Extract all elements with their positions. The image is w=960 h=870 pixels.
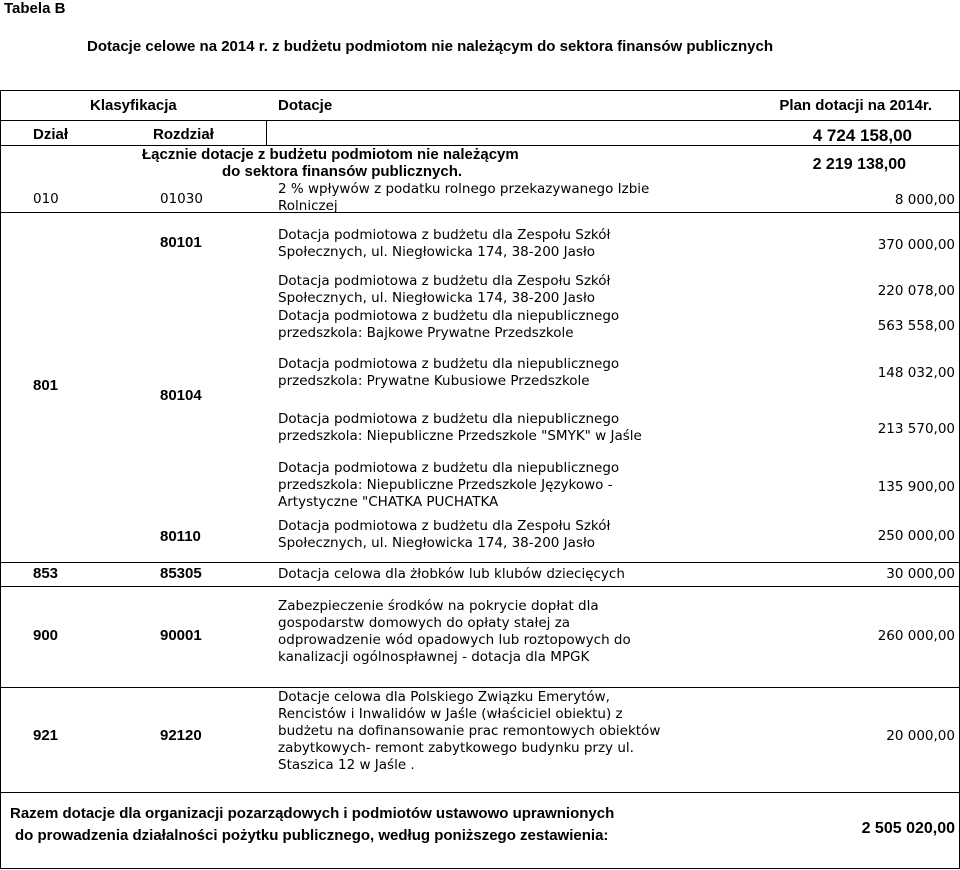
row-description: Dotacja celowa dla żłobków lub klubów dziecięcych — [278, 566, 625, 582]
header-plan: Plan dotacji na 2014r. — [779, 97, 932, 114]
row-rozdzial: 80110 — [160, 528, 201, 545]
row-description: Dotacja podmiotowa z budżetu dla niepublicznego przedszkola: Bajkowe Prywatne Przedszkole — [278, 308, 620, 341]
row-description: Dotacja podmiotowa z budżetu dla Zespołu Szkół Społecznych, ul. Niegłowicka 174, 38-200 Jasło — [278, 227, 611, 260]
footer-amount: 2 505 020,00 — [861, 820, 955, 837]
header-dotacje: Dotacje — [278, 97, 333, 114]
row-amount: 250 000,00 — [877, 528, 955, 544]
row-amount: 148 032,00 — [877, 365, 955, 381]
footer-line-2: do prowadzenia działalności pożytku publicznego, według poniższego zestawienia: — [15, 827, 609, 844]
row-rozdzial: 80101 — [160, 234, 202, 251]
row-description: Dotacja podmiotowa z budżetu dla niepublicznego przedszkola: Prywatne Kubusiowe Przedszkole — [278, 356, 620, 389]
row-amount: 213 570,00 — [877, 421, 955, 437]
summary-line-1: Łącznie dotacje z budżetu podmiotom nie należącym — [142, 146, 519, 163]
summary-amount: 2 219 138,00 — [812, 156, 906, 173]
row-dzial: 853 — [33, 565, 59, 582]
total-plan-amount: 4 724 158,00 — [812, 126, 912, 145]
row-rozdzial: 01030 — [160, 191, 203, 207]
row-rozdzial: 92120 — [160, 727, 202, 744]
row-dzial: 921 — [33, 727, 59, 744]
header-dzial: Dział — [33, 126, 69, 143]
row-amount: 135 900,00 — [877, 479, 955, 495]
row-description: Dotacje celowa dla Polskiego Związku Emerytów, Rencistów i Inwalidów w Jaśle (właściciel obiektu) z budżetu na dofinansowanie prac remontowych obiektów zabytkowych- remont zabytkowego budynku przy ul. Staszica 12 w Jaśle . — [278, 689, 661, 773]
table-label: Tabela B — [4, 0, 66, 17]
row-amount: 260 000,00 — [877, 628, 955, 644]
row-amount: 563 558,00 — [877, 318, 955, 334]
row-rozdzial: 80104 — [160, 387, 202, 404]
row-description: Zabezpieczenie środków na pokrycie dopłat dla gospodarstw domowych do opłaty stałej za odprowadzenie wód opadowych lub roztopowych do kanalizacji ogólnospławnej - dotacja dla MPGK — [278, 598, 631, 665]
row-description: Dotacja podmiotowa z budżetu dla niepublicznego przedszkola: Niepubliczne Przedszkole "SMYK" w Jaśle — [278, 411, 642, 444]
footer-line-1: Razem dotacje dla organizacji pozarządowych i podmiotów ustawowo uprawnionych — [10, 805, 615, 822]
row-amount: 30 000,00 — [886, 566, 955, 582]
row-dzial: 900 — [33, 627, 59, 644]
row-amount: 220 078,00 — [877, 283, 955, 299]
page-title: Dotacje celowe na 2014 r. z budżetu podmiotom nie należącym do sektora finansów publicznych — [87, 38, 773, 55]
row-rozdzial: 90001 — [160, 627, 202, 644]
row-description: 2 % wpływów z podatku rolnego przekazywanego Izbie Rolniczej — [278, 181, 650, 214]
row-description: Dotacja podmiotowa z budżetu dla Zespołu Szkół Społecznych, ul. Niegłowicka 174, 38-200 Jasło — [278, 273, 611, 306]
row-dzial: 801 — [33, 377, 59, 394]
row-rozdzial: 85305 — [160, 565, 202, 582]
row-description: Dotacja podmiotowa z budżetu dla Zespołu Szkół Społecznych, ul. Niegłowicka 174, 38-200 Jasło — [278, 518, 611, 551]
summary-line-2: do sektora finansów publicznych. — [222, 163, 463, 180]
row-amount: 370 000,00 — [877, 237, 955, 253]
header-klasyfikacja: Klasyfikacja — [90, 97, 177, 114]
row-amount: 8 000,00 — [894, 192, 955, 208]
row-dzial: 010 — [33, 191, 59, 207]
row-amount: 20 000,00 — [886, 728, 955, 744]
row-description: Dotacja podmiotowa z budżetu dla niepublicznego przedszkola: Niepubliczne Przedszkole Językowo - Artystyczne "CHATKA PUCHATKA — [278, 460, 620, 510]
header-rozdzial: Rozdział — [153, 126, 214, 143]
